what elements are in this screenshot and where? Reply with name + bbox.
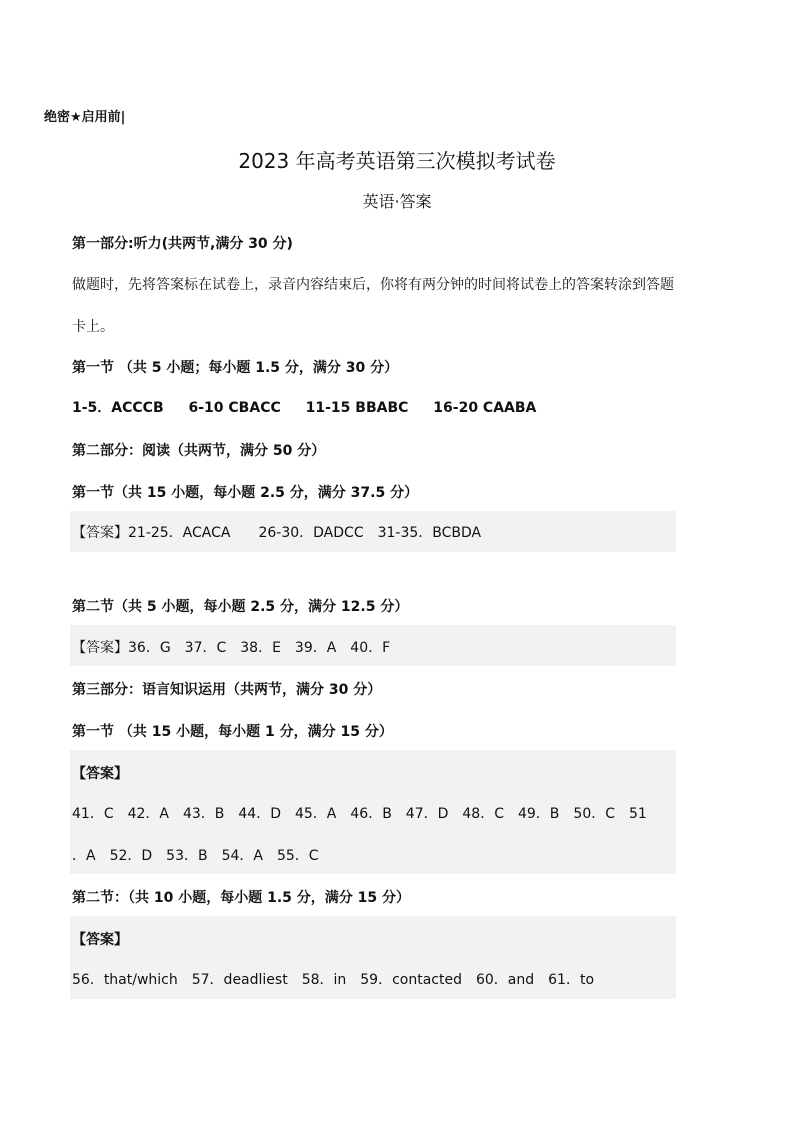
listening-answer-group: 6-10 CBACC — [188, 400, 281, 416]
listening-answer-group: 11-15 BBABC — [305, 400, 409, 416]
cloze-answers-line2: ．A 52．D 53．B 54．A 55．C — [72, 848, 319, 864]
page-subtitle: 英语·答案 — [362, 192, 432, 211]
listening-answer-group: 16-20 CAABA — [433, 400, 537, 416]
listening-answers — [72, 397, 556, 417]
part2-heading: 第二部分：阅读（共两节，满分 50 分） — [72, 443, 326, 459]
grammar-answer-label: 【答案】 — [72, 932, 128, 948]
cloze-answers-line1: 41．C 42．A 43．B 44．D 45．A 46．B 47．D 48．C 49．B 50．C 51 — [72, 806, 647, 822]
page-title: 2023 年高考英语第三次模拟考试卷 — [238, 149, 556, 173]
part3-section2-heading: 第二节：（共 10 小题，每小题 1.5 分，满分 15 分） — [72, 890, 411, 906]
part1-heading: 第一部分:听力(共两节,满分 30 分) — [72, 236, 293, 252]
listening-answer-group: 1-5．ACCCB — [72, 400, 164, 416]
cloze-answer-label: 【答案】 — [72, 766, 128, 782]
reading-section1-answer: 【答案】21-25．ACACA 26-30．DADCC 31-35．BCBDA — [72, 525, 482, 541]
part3-section1-heading: 第一节 （共 15 小题，每小题 1 分，满分 15 分） — [72, 724, 393, 740]
grammar-answers-line1: 56．that/which 57．deadliest 58．in 59．contacted 60．and 61．to — [72, 972, 595, 988]
reading-section2-answer: 【答案】36．G 37．C 38．E 39．A 40．F — [72, 640, 391, 656]
part2-section1-heading: 第一节（共 15 小题，每小题 2.5 分，满分 37.5 分） — [72, 485, 419, 501]
part3-heading: 第三部分：语言知识运用（共两节，满分 30 分） — [72, 682, 382, 698]
part2-section2-heading: 第二节（共 5 小题，每小题 2.5 分，满分 12.5 分） — [72, 599, 409, 615]
part1-instruction-line2: 卡上。 — [72, 319, 114, 335]
part1-instruction-line1: 做题时，先将答案标在试卷上，录音内容结束后，你将有两分钟的时间将试卷上的答案转涂到答题 — [72, 277, 674, 293]
part1-section1-heading: 第一节 （共 5 小题；每小题 1.5 分，满分 30 分） — [72, 360, 399, 376]
confidential-label: 绝密★启用前| — [44, 110, 126, 125]
